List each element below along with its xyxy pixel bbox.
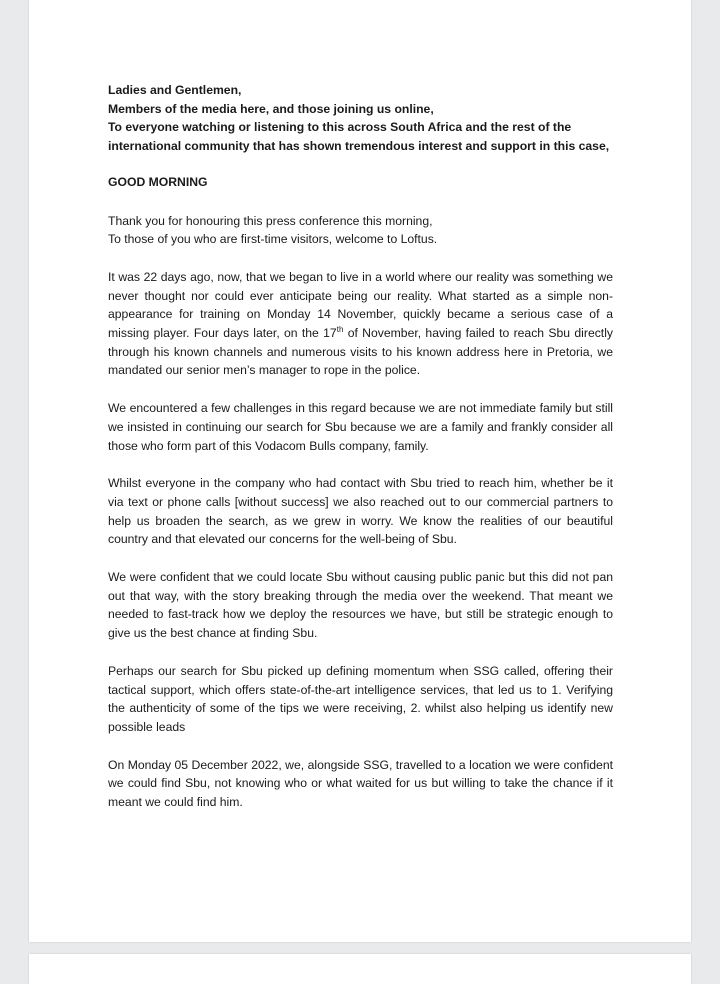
paragraph-1 [108, 268, 613, 380]
welcome-line: Thank you for honouring this press conference this morning, [108, 213, 433, 228]
salutation-line: Members of the media here, and those joining us online, [108, 101, 434, 116]
salutation-block [108, 81, 613, 156]
paragraph-5: Perhaps our search for Sbu picked up defining momentum when SSG called, offering their tactical support, which offers state-of-the-art intelligence services, that led us to 1. Verifying the authenticity of some of the tips we were receiving, 2. whilst also helping us identify new possible leads [108, 663, 613, 734]
greeting-heading: GOOD MORNING [108, 174, 208, 189]
welcome-paragraph [108, 212, 613, 249]
paragraph-text: It was 22 days ago, now, that we began to live in a world where our reality was something we never thought nor could ever anticipate being our reality. What started as a simple non-appearance for training on Monday 14 November, quickly became a serious case of a missing player. Four days later, on the 17 [108, 269, 613, 341]
paragraph-2: We encountered a few challenges in this regard because we are not immediate family but still we insisted in continuing our search for Sbu because we are a family and frankly consider all those who form part of this Vodacom Bulls company, family. [108, 401, 613, 453]
welcome-line: To those of you who are first-time visitors, welcome to Loftus. [108, 232, 438, 247]
paragraph-6: On Monday 05 December 2022, we, alongside SSG, travelled to a location we were confident we could find Sbu, not knowing who or what waited for us but willing to take the chance if it meant we could find him. [108, 757, 613, 810]
paragraph-4: We were confident that we could locate Sbu without causing public panic but this did not pan out that way, with the story breaking through the media over the weekend. That meant we needed to fast-track how we deploy the resources we have, but still be strategic enough to give us the best chance at finding Sbu. [108, 570, 613, 641]
salutation-line: To everyone watching or listening to this across South Africa and the rest of the international community that has shown tremendous interest and support in this case, [108, 120, 610, 154]
document-body [108, 81, 613, 812]
salutation-line: Ladies and Gentlemen, [108, 83, 242, 97]
paragraph-3: Whilst everyone in the company who had contact with Sbu tried to reach him, whether be it via text or phone calls [without success] we also reached out to our commercial partners to help us broaden the search, as we grew in worry. We know the realities of our beautiful country and that elevated our concerns for the well-being of Sbu. [108, 476, 613, 547]
paragraph-text: of November, having failed to reach Sbu directly through his known channels and numerous visits to his known address here in Pretoria, we mandated our senior men’s manager to rope in the police. [108, 326, 613, 378]
document-page [29, 0, 691, 942]
next-page-edge [29, 954, 691, 984]
ordinal-suffix: th [336, 324, 344, 334]
